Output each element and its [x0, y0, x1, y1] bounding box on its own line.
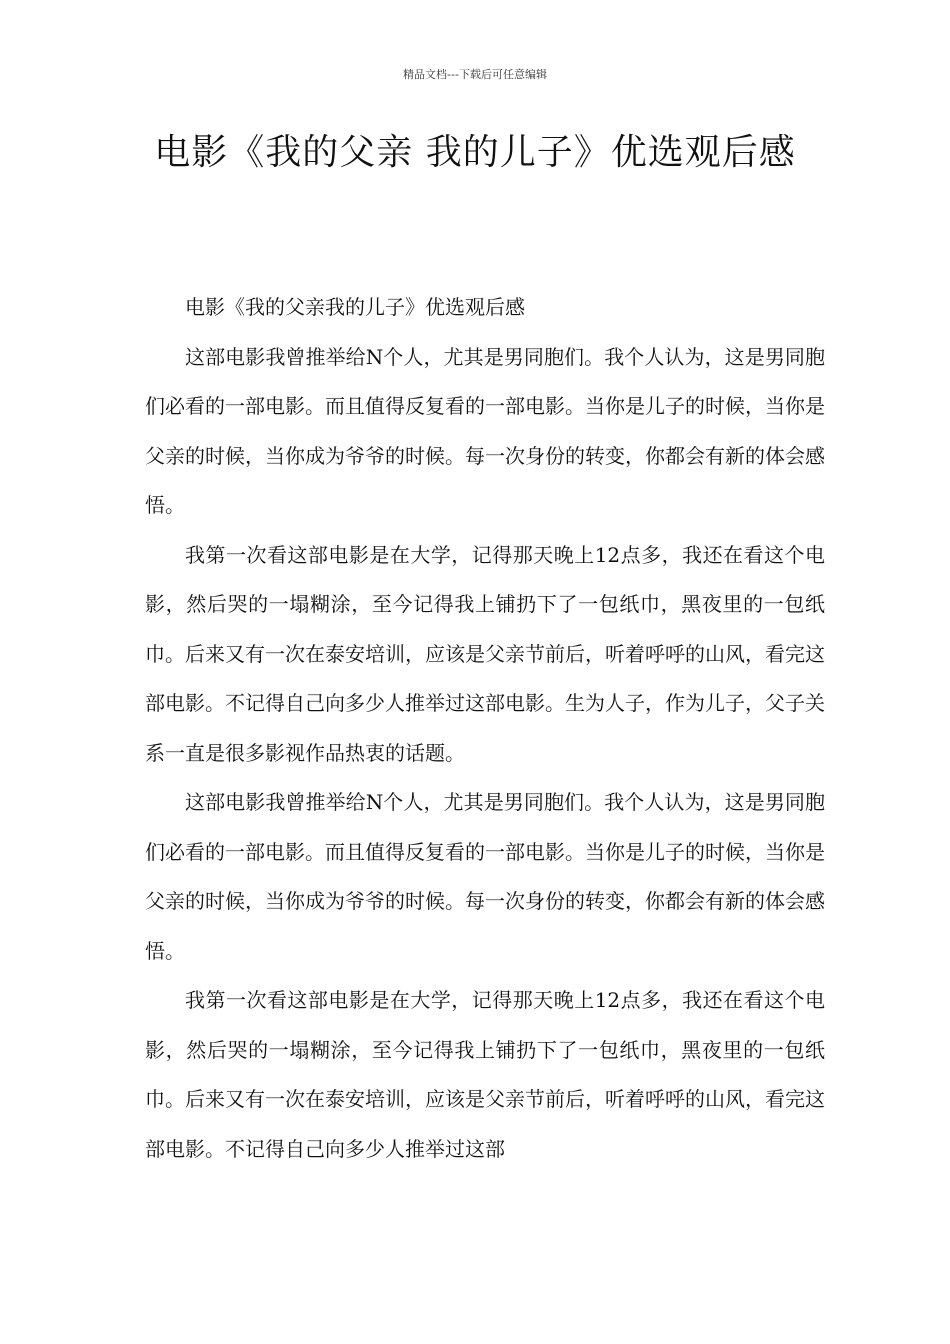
document-body: [145, 283, 825, 1174]
paragraph-subtitle: 电影《我的父亲我的儿子》优选观后感: [185, 295, 525, 319]
paragraph: 我第一次看这部电影是在大学，记得那天晚上12点多，我还在看这个电影，然后哭的一塌糊涂，至今记得我上铺扔下了一包纸巾，黑夜里的一包纸巾。后来又有一次在泰安培训，应该是父亲节前后，听着呼呼的山风，看完这部电影。不记得自己向多少人推举过这部电影。生为人子，作为儿子，父子关系一直是很多影视作品热衷的话题。: [145, 542, 825, 765]
paragraph: 我第一次看这部电影是在大学，记得那天晚上12点多，我还在看这个电影，然后哭的一塌糊涂，至今记得我上铺扔下了一包纸巾，黑夜里的一包纸巾。后来又有一次在泰安培训，应该是父亲节前后，听着呼呼的山风，看完这部电影。不记得自己向多少人推举过这部: [145, 988, 825, 1161]
paragraph: 这部电影我曾推举给N个人，尤其是男同胞们。我个人认为，这是男同胞们必看的一部电影。而且值得反复看的一部电影。当你是儿子的时候，当你是父亲的时候，当你成为爷爷的时候。每一次身份的转变，你都会有新的体会感悟。: [145, 790, 825, 963]
document-title: 电影《我的父亲 我的儿子》优选观后感: [154, 132, 796, 173]
paragraph: 这部电影我曾推举给N个人，尤其是男同胞们。我个人认为，这是男同胞们必看的一部电影。而且值得反复看的一部电影。当你是儿子的时候，当你是父亲的时候，当你成为爷爷的时候。每一次身份的转变，你都会有新的体会感悟。: [145, 344, 825, 517]
header-note: 精品文档---下载后可任意编辑: [403, 68, 547, 81]
